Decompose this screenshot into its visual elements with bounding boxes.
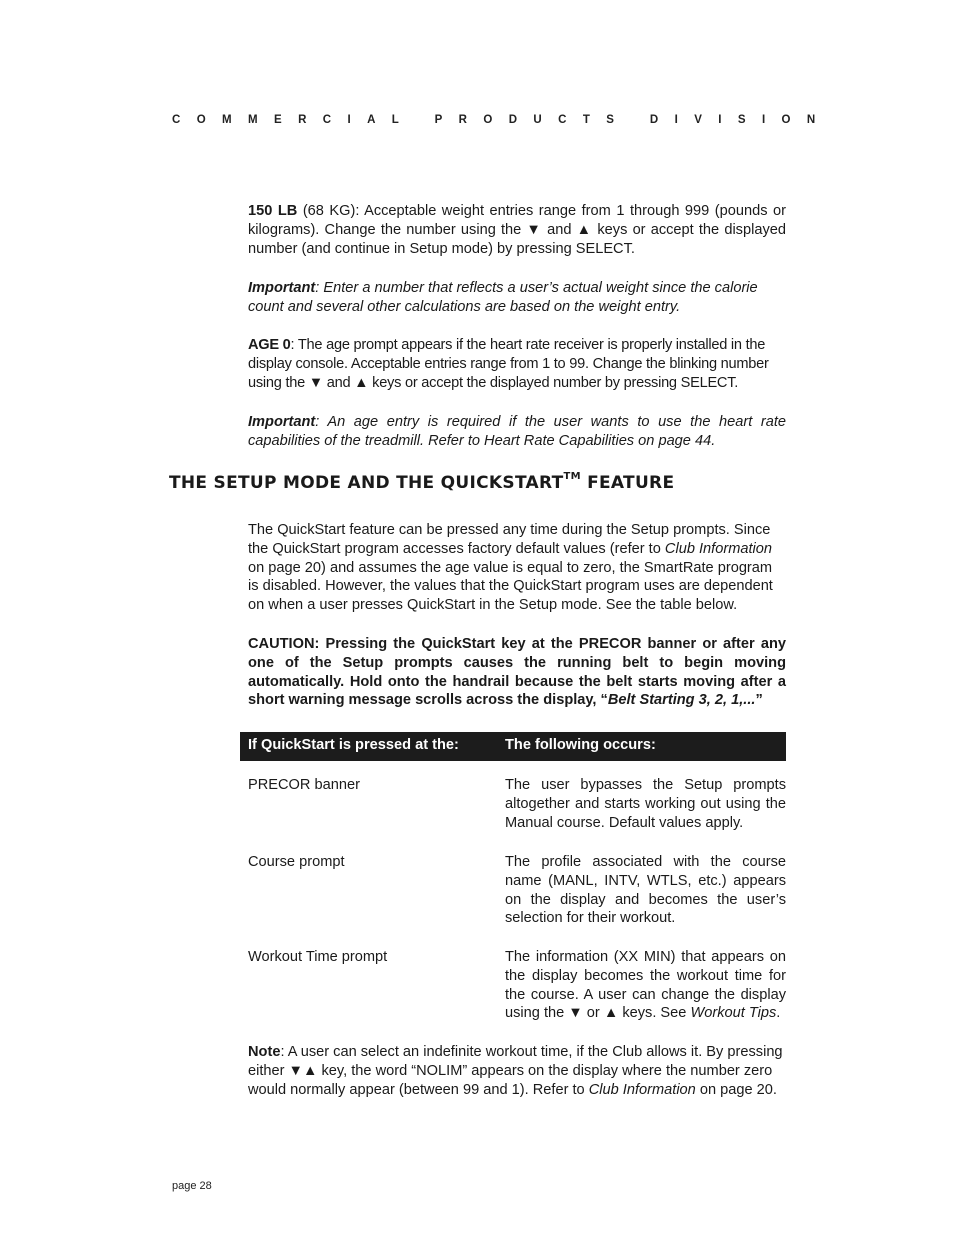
table-header-result: The following occurs: — [505, 737, 656, 753]
weight-paragraph — [248, 202, 786, 258]
important-label: Important — [248, 280, 316, 296]
club-information-ref: Club Information — [588, 1081, 696, 1098]
page-number: page 28 — [172, 1180, 212, 1192]
important-text: : An age entry is required if the user wants to use the heart rate capabilities of the treadmill. Refer to Heart Rate Capabilities on page 44. — [248, 414, 786, 449]
table-cell-when: Course prompt — [248, 854, 345, 870]
belt-starting-quote: Belt Starting 3, 2, 1,... — [607, 692, 756, 709]
section-heading: THE SETUP MODE AND THE QUICKSTART™ FEATURE — [169, 471, 675, 493]
table-cell-result: The information (XX MIN) that appears on the display becomes the workout time for the course. A user can change the display using the ▼ or ▲ keys. See Workout Tips. — [505, 949, 786, 1022]
note-label: Note — [248, 1044, 281, 1060]
table-header-when: If QuickStart is pressed at the: — [248, 737, 459, 753]
trademark: TM — [563, 471, 581, 483]
important-age-paragraph — [248, 413, 786, 451]
table-cell-when: PRECOR banner — [248, 777, 360, 793]
important-text: : Enter a number that reflects a user’s actual weight since the calorie count and several other calculations are based on the weight entry. — [248, 280, 758, 315]
age-label: AGE 0 — [248, 337, 291, 353]
age-text: : The age prompt appears if the heart rate receiver is properly installed in the display console. Acceptable entries range from 1 to 99. Change the blinking number using the ▼ and ▲ keys or accept the displayed number by pressing SELECT. — [248, 337, 769, 391]
important-weight-paragraph — [248, 279, 786, 317]
caution-paragraph: CAUTION: Pressing the QuickStart key at the PRECOR banner or after any one of the Setup prompts causes the running belt to begin moving automatically. Hold onto the handrail because the belt starts moving after a short warning message scrolls across the display, “Belt Starting 3, 2, 1,...” — [248, 636, 786, 709]
club-information-ref: Club Information — [664, 540, 772, 557]
workout-tips-ref: Workout Tips — [690, 1005, 777, 1022]
table-cell-result: The user bypasses the Setup prompts altogether and starts working out using the Manual course. Default values apply. — [505, 777, 786, 831]
weight-label: 150 LB — [248, 203, 298, 219]
note-paragraph: Note: A user can select an indefinite workout time, if the Club allows it. By pressing either ▼▲ key, the word “NOLIM” appears on the display where the number zero would normally appear (between 99 and 1). Refer to Club Information on page 20. — [248, 1044, 783, 1098]
table-cell-result: The profile associated with the course name (MANL, INTV, WTLS, etc.) appears on the display and becomes the user’s selection for their workout. — [505, 854, 786, 927]
table-header — [240, 732, 786, 761]
quickstart-paragraph: The QuickStart feature can be pressed any time during the Setup prompts. Since the QuickStart program accesses factory default values (refer to Club Information on page 20) and assumes the age value is equal to zero, the SmartRate program is disabled. However, the values that the QuickStart program uses are dependent on when a user presses QuickStart in the Setup mode. See the table below. — [248, 522, 773, 614]
division-header: COMMERCIAL PRODUCTS DIVISION — [172, 114, 832, 126]
important-label: Important — [248, 414, 316, 430]
weight-text: (68 KG): Acceptable weight entries range from 1 through 999 (pounds or kilograms). Change the number using the ▼ and ▲ keys or accept the displayed number (and continue in Setup mode) by pressing SELECT. — [248, 203, 787, 257]
age-paragraph — [248, 336, 786, 392]
table-cell-when: Workout Time prompt — [248, 949, 388, 965]
